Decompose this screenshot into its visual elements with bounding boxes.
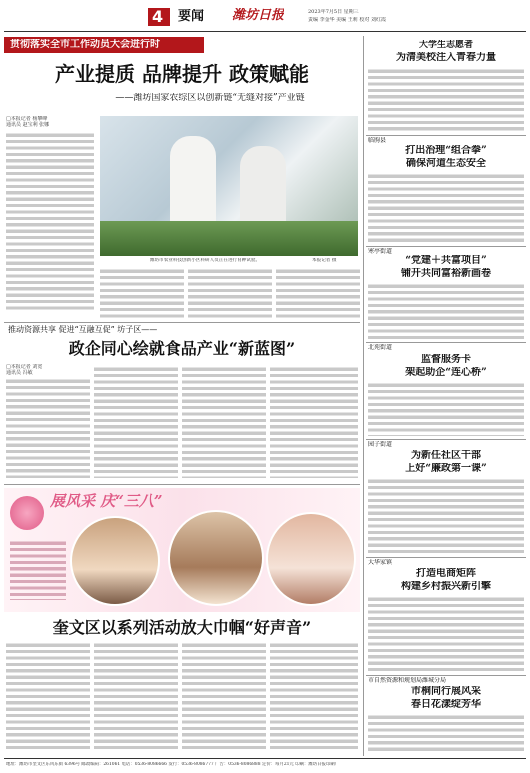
right-rule-4 <box>366 439 526 440</box>
right-2-headline: 打出治理“组合拳” <box>405 145 487 156</box>
right-rule-6 <box>366 675 526 676</box>
right-rule-2 <box>366 246 526 247</box>
lead-col2 <box>100 268 184 318</box>
right-rule-5 <box>366 557 526 558</box>
lead-subhead: ——潍坊国家农综区以创新链“无缝对接”产业链 <box>115 93 305 103</box>
right-7-headline: 市桐同行展风采 <box>411 686 481 697</box>
feature-art-caption <box>10 540 66 600</box>
lead-col1 <box>6 132 94 312</box>
feature-art-title: 展风采 庆“三八” <box>50 492 163 510</box>
lead-col4 <box>276 268 360 318</box>
masthead-rule <box>4 31 526 32</box>
right-6-headline2: 构建乡村振兴新引擎 <box>401 581 491 592</box>
footer-text: 地址：潍坊市奎文区东风东街 6396号 邮政编码：261061 电话：0536-8086666 发行：0536-8086777 广告：0536-8086888 定价：每月21元 印刷：潍坊日报印刷厂 <box>6 762 340 767</box>
mid-col3 <box>182 366 266 478</box>
right-6-headline: 打造电商矩阵 <box>416 568 476 579</box>
feature-col1 <box>6 642 90 750</box>
feature-headline: 奎文区以系列活动放大巾帼“好声音” <box>52 618 312 637</box>
lead-photo-credit: 本报记者 摄 <box>312 258 337 263</box>
mid-col4 <box>270 366 358 478</box>
photo-plants <box>100 221 358 256</box>
mid-rule <box>4 322 360 323</box>
page-number: 4 <box>152 8 164 26</box>
right-4-body <box>368 382 524 436</box>
paper-logo: 潍坊日报 <box>232 8 285 23</box>
mid-headline: 政企同心绘就食品产业“新蓝图” <box>68 339 296 358</box>
right-2-body <box>368 173 524 243</box>
right-3-headline2: 铺开共同富裕新画卷 <box>401 268 491 279</box>
topic-banner-text: 贯彻落实全市工作动员大会进行时 <box>10 39 160 50</box>
right-7-kicker: 市自然资源和规划局潍城分局 <box>368 677 447 684</box>
right-5-headline: 为新任社区干部 <box>411 450 481 461</box>
feature-rule <box>4 484 360 485</box>
feature-col3 <box>182 642 266 750</box>
date-line: 2023年7月5日 星期三 <box>308 9 359 15</box>
section-name: 要闻 <box>178 9 205 24</box>
right-1-headline: 大学生志愿者 <box>418 40 473 50</box>
right-4-kicker: 北苑街道 <box>368 344 393 351</box>
feature-photo-2 <box>168 510 264 606</box>
column-divider <box>363 36 364 756</box>
right-4-headline2: 架起助企“连心桥” <box>405 367 487 378</box>
masthead <box>148 6 526 30</box>
editor-line: 责编 李金华 美编 王莉 校对 刘红霞 <box>308 17 386 23</box>
feature-col2 <box>94 642 178 750</box>
lead-col3 <box>188 268 272 318</box>
lead-photo <box>100 116 358 256</box>
lead-byline: □本报记者 杨攀峰 通讯员 赵宝利 张娜 <box>6 116 50 129</box>
right-3-kicker: 寒亭街道 <box>368 248 393 255</box>
mid-col1 <box>6 378 90 478</box>
feature-photo-1 <box>70 516 160 606</box>
right-6-body <box>368 596 524 672</box>
right-2-kicker: 临朐县 <box>368 137 387 144</box>
mid-col2 <box>94 366 178 478</box>
right-5-body <box>368 478 524 554</box>
right-4-headline: 监督服务卡 <box>421 354 471 365</box>
mid-byline: □本报记者 刘宽 通讯员 冯敏 <box>6 364 43 377</box>
lead-headline: 产业提质 品牌提升 政策赋能 <box>55 62 309 86</box>
right-3-body <box>368 283 524 339</box>
right-3-headline: “党建＋共富项目” <box>405 255 487 266</box>
right-rule-3 <box>366 342 526 343</box>
mid-kicker: 推动资源共享 促进“互融互促” 坊子区—— <box>8 325 158 334</box>
right-1-headline2: 为清美校注入青春力量 <box>396 52 496 63</box>
right-7-headline2: 春日花漾绽芳华 <box>411 699 481 710</box>
feature-col4 <box>270 642 358 750</box>
right-2-headline2: 确保河道生态安全 <box>406 158 486 169</box>
right-6-kicker: 大华家镇 <box>368 559 393 566</box>
right-column <box>366 36 526 756</box>
right-5-kicker: 园子街道 <box>368 441 393 448</box>
right-rule-1 <box>366 135 526 136</box>
right-1-body <box>368 68 524 132</box>
right-7-body <box>368 714 524 754</box>
feature-flower-icon <box>10 496 44 530</box>
right-5-headline2: 上好“廉政第一课” <box>405 463 487 474</box>
feature-photo-3 <box>266 512 356 606</box>
lead-photo-caption: 潍坊市农业科技创新小区科研人员正在进行育种试验。 <box>149 258 261 263</box>
footer-rule <box>4 758 526 759</box>
